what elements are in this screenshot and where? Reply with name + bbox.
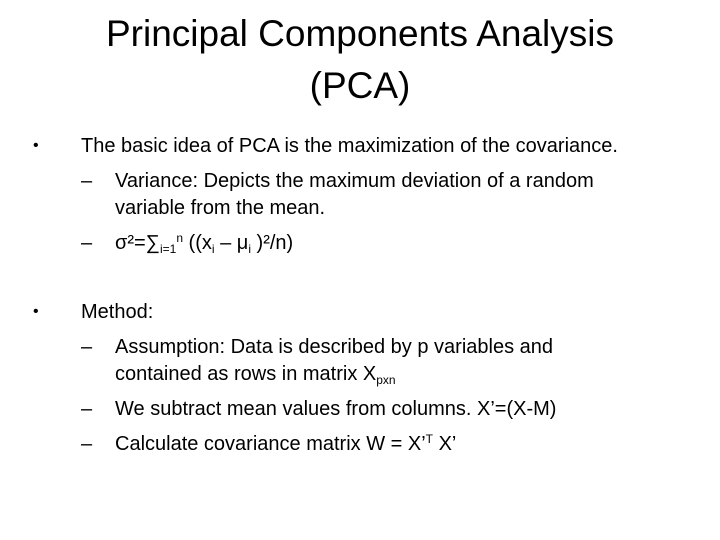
sub-bullet-dash: – [81, 170, 93, 192]
bullet-2-sub-3 [115, 432, 456, 456]
sub-bullet-dash: – [81, 336, 93, 358]
formula-sub-i3: i [248, 242, 251, 256]
bullet-1-sub-1-line-1: Variance: Depicts the maximum deviation of a random [115, 170, 594, 192]
formula-part-4: )²/n) [251, 232, 294, 254]
formula-sub-i1: i=1 [159, 242, 177, 256]
covariance-text: Calculate covariance matrix W = X’ [115, 433, 426, 455]
sub-bullet-dash: – [81, 398, 93, 420]
variance-formula [115, 231, 293, 255]
title-line-2: (PCA) [309, 65, 411, 106]
sub-bullet-dash: – [81, 232, 93, 254]
formula-part-3: – μ [214, 232, 249, 254]
bullet-marker: • [33, 303, 39, 320]
formula-part-2: ((x [183, 232, 212, 254]
formula-sub-i2: i [211, 242, 215, 256]
bullet-1-sub-1-line-2: variable from the mean. [115, 197, 326, 219]
title-line-1: Principal Components Analysis [106, 13, 614, 54]
matrix-text: contained as rows in matrix X [115, 363, 377, 385]
bullet-2-sub-1-line-2 [115, 362, 396, 386]
slide-title [60, 8, 660, 112]
formula-part-1: σ²=∑ [115, 232, 160, 254]
bullet-2-text: Method: [81, 301, 154, 323]
bullet-2-sub-1-line-1: Assumption: Data is described by p variables and [115, 336, 554, 358]
sub-bullet-dash: – [81, 433, 93, 455]
formula-sup-n: n [176, 231, 183, 245]
matrix-subscript: pxn [376, 373, 396, 387]
bullet-2-sub-2: We subtract mean values from columns. X’=(X-M) [115, 398, 557, 420]
bullet-1-text: The basic idea of PCA is the maximization of the covariance. [81, 135, 618, 157]
covariance-suffix: X’ [433, 433, 457, 455]
transpose-superscript: T [425, 432, 434, 446]
bullet-marker: • [33, 137, 39, 154]
